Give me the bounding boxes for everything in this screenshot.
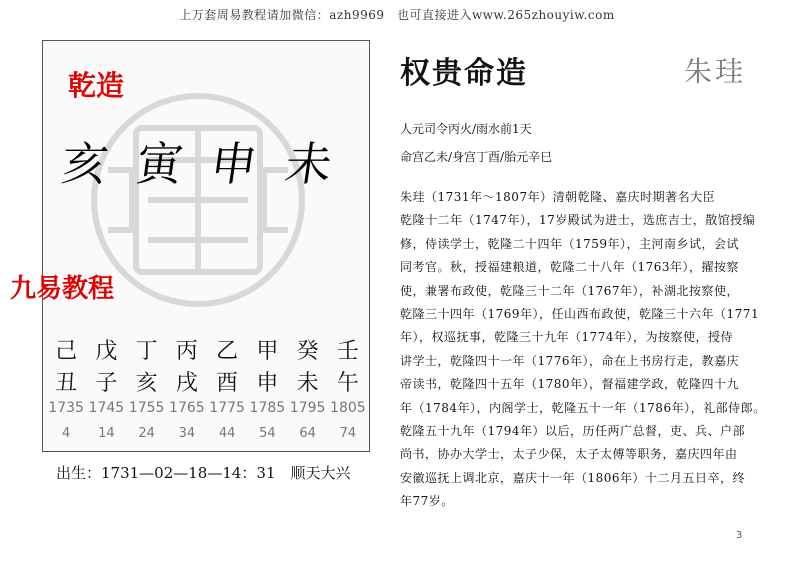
bio-line: 年（1784年），内阁学士，乾隆五十一年（1786年），礼部侍郎。 xyxy=(400,400,766,415)
bio-line: 年），权巡抚事，乾隆三十九年（1774年），为按察使，授侍 xyxy=(400,330,734,345)
watermark-text: 九易教程 xyxy=(10,274,115,304)
dayun-year: 1805 xyxy=(330,400,366,416)
dayun-branch: 未 xyxy=(296,371,319,396)
dayun-stem: 癸 xyxy=(296,339,319,364)
bio-line: 年77岁。 xyxy=(400,494,454,509)
dayun-year: 1735 xyxy=(48,400,84,416)
meta-line-1: 人元司令丙火/雨水前1天 xyxy=(400,122,532,136)
bio-line: 乾隆十二年（1747年），17岁殿试为进士，选庶吉士，散馆授编 xyxy=(400,213,756,228)
pillar-year-branch: 亥 xyxy=(57,137,112,191)
article-title: 权贵命造 xyxy=(400,56,528,91)
meta-line-2: 命宫乙未/身宫丁酉/胎元辛巳 xyxy=(400,150,553,164)
bio-line: 尚书，协办大学士，太子少保，太子太傅等职务，嘉庆四年由 xyxy=(400,447,738,462)
dayun-stem: 丙 xyxy=(175,339,198,364)
bio-line: 朱珪（1731年～1807年）清朝乾隆、嘉庆时期著名大臣 xyxy=(400,190,716,204)
dayun-branch: 酉 xyxy=(216,371,239,396)
biography xyxy=(400,186,772,514)
birth-info: 出生：1731—02—18—14：31 顺天大兴 xyxy=(56,464,351,482)
bio-line: 讲学士，乾隆四十一年（1776年），命在上书房行走，教嘉庆 xyxy=(400,353,740,368)
dayun-stem: 甲 xyxy=(256,339,279,364)
dayun-year: 1795 xyxy=(289,400,326,416)
dayun-age: 74 xyxy=(339,426,357,441)
dayun-age: 34 xyxy=(178,426,196,441)
pillar-hour-branch: 未 xyxy=(281,137,336,191)
dayun-stem: 戊 xyxy=(95,339,118,364)
dayun-year: 1745 xyxy=(88,400,125,416)
dayun-stem: 壬 xyxy=(336,339,359,364)
dayun-branch: 申 xyxy=(256,371,279,396)
seal-watermark-icon xyxy=(88,90,308,310)
bio-line: 使，兼署布政使，乾隆三十二年（1767年），补湖北按察使， xyxy=(400,283,740,298)
dayun-years-row xyxy=(46,400,368,416)
dayun-stem: 丁 xyxy=(135,339,158,364)
dayun-year: 1765 xyxy=(169,400,205,416)
dayun-age: 44 xyxy=(218,426,236,441)
dayun-branch: 午 xyxy=(336,371,359,396)
dayun-branches-row xyxy=(46,366,368,397)
bio-line: 修，侍读学士，乾隆二十四年（1759年），主河南乡试，会试 xyxy=(400,236,740,251)
dayun-age: 54 xyxy=(259,426,276,441)
dayun-branch: 丑 xyxy=(55,371,78,396)
pillar-month-branch: 寅 xyxy=(132,137,187,191)
bio-line: 安徽巡抚上调北京，嘉庆十一年（1806年）十二月五日卒，终 xyxy=(400,470,746,485)
chart-gender-label: 乾造 xyxy=(68,69,125,102)
dayun-age: 64 xyxy=(299,426,316,441)
dayun-year: 1785 xyxy=(249,400,286,416)
dayun-year: 1775 xyxy=(209,400,245,416)
four-pillars-branches xyxy=(57,128,336,194)
dayun-ages-row xyxy=(46,426,368,441)
dayun-stems-row xyxy=(46,334,368,365)
header-notice: 上万套周易教程请加微信：azh9969 也可直接进入www.265zhouyiw.com xyxy=(179,8,615,22)
dayun-branch: 亥 xyxy=(135,371,158,396)
dayun-branch: 子 xyxy=(95,371,118,396)
dayun-age: 14 xyxy=(98,426,115,441)
pillar-day-branch: 申 xyxy=(207,137,261,191)
dayun-stem: 己 xyxy=(55,339,78,364)
bio-line: 乾隆三十四年（1769年），任山西布政使，乾隆三十六年（1771 xyxy=(400,307,760,322)
dayun-year: 1755 xyxy=(128,400,165,416)
bio-line: 同考官。秋，授福建粮道，乾隆二十八年（1763年），擢按察 xyxy=(400,260,740,275)
bio-line: 帝读书，乾隆四十五年（1780年），督福建学政，乾隆四十九 xyxy=(400,377,740,392)
dayun-age: 24 xyxy=(138,426,155,441)
page-number: 3 xyxy=(736,530,743,541)
bio-line: 乾隆五十九年（1794年）以后，历任两广总督，吏、兵、户部 xyxy=(400,424,746,439)
subject-name: 朱珪 xyxy=(684,55,747,88)
dayun-age: 4 xyxy=(61,426,71,441)
dayun-stem: 乙 xyxy=(216,339,239,364)
dayun-branch: 戌 xyxy=(175,371,198,396)
